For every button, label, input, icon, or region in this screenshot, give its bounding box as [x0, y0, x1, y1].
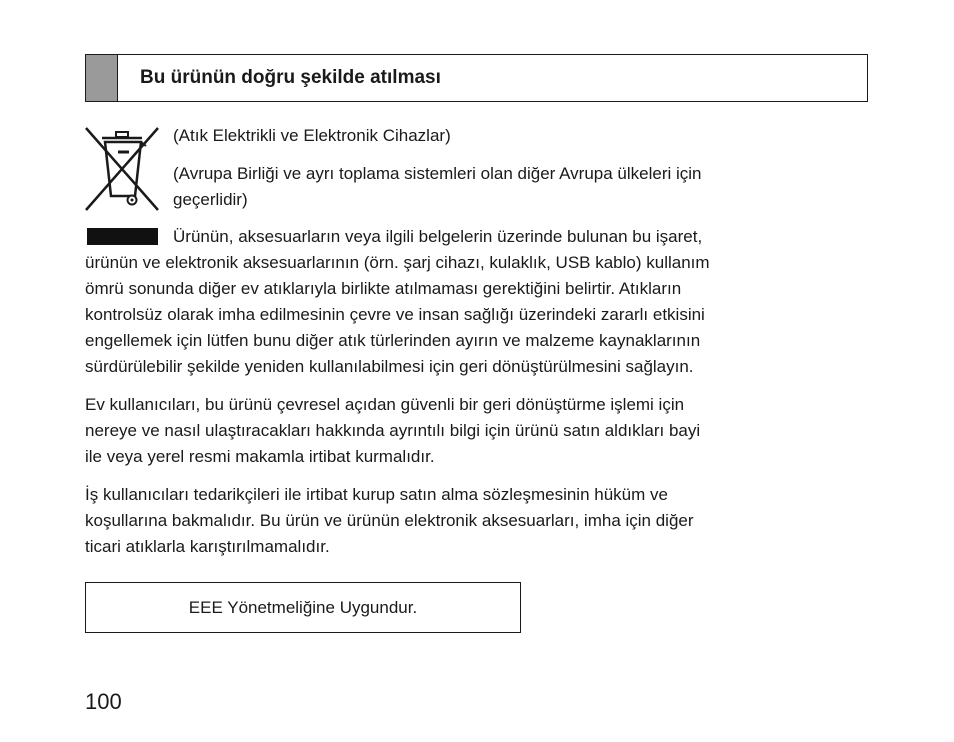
section-title: Bu ürünün doğru şekilde atılması: [140, 67, 441, 88]
crossed-out-wheelie-bin-icon: [84, 124, 160, 214]
paragraph-1-line-3: ömrü sonunda diğer ev atıklarıyla birlikte atılmaması gerektiğini belirtir. Atıkların: [85, 279, 682, 298]
paragraph-2-line-2: nereye ve nasıl ulaştıracakları hakkında ayrıntılı bilgi için ürünü satın aldıkları bayi: [85, 421, 701, 440]
paragraph-1-line-5: engellemek için lütfen bunu diğer atık türlerinden ayırın ve malzeme kaynaklarının: [85, 331, 701, 350]
paragraph-3-line-3: ticari atıklarla karıştırılmamalıdır.: [85, 537, 330, 556]
section-header: [85, 54, 868, 102]
paragraph-1-line-2: ürünün ve elektronik aksesuarlarının (örn. şarj cihazı, kulaklık, USB kablo) kullanım: [85, 253, 710, 272]
weee-category-text: (Atık Elektrikli ve Elektronik Cihazlar): [173, 126, 451, 145]
eee-compliance-note: [85, 582, 521, 633]
paragraph-1-line-4: kontrolsüz olarak imha edilmesinin çevre ve insan sağlığı üzerindeki zararlı etkisini: [85, 305, 705, 324]
section-header-tab: [86, 55, 118, 101]
paragraph-1-line-1: Ürünün, aksesuarların veya ilgili belgelerin üzerinde bulunan bu işaret,: [173, 227, 703, 246]
paragraph-2-line-1: Ev kullanıcıları, bu ürünü çevresel açıdan güvenli bir geri dönüştürme işlemi için: [85, 395, 685, 414]
weee-scope-text-line1: (Avrupa Birliği ve ayrı toplama sistemleri olan diğer Avrupa ülkeleri için: [173, 164, 702, 183]
black-bar-marker: [87, 228, 158, 245]
paragraph-3-line-2: koşullarına bakmalıdır. Bu ürün ve ürünün elektronik aksesuarları, imha için diğer: [85, 511, 694, 530]
eee-compliance-text: EEE Yönetmeliğine Uygundur.: [188, 597, 418, 617]
page-number: 100: [85, 689, 122, 714]
weee-scope-text-line2: geçerlidir): [173, 190, 248, 209]
paragraph-2-line-3: ile veya yerel resmi makamla irtibat kurmalıdır.: [85, 447, 435, 466]
paragraph-1-line-6: sürdürülebilir şekilde yeniden kullanılabilmesi için geri dönüştürülmesini sağlayın.: [85, 357, 694, 376]
paragraph-3-line-1: İş kullanıcıları tedarikçileri ile irtibat kurup satın alma sözleşmesinin hüküm ve: [85, 485, 668, 504]
